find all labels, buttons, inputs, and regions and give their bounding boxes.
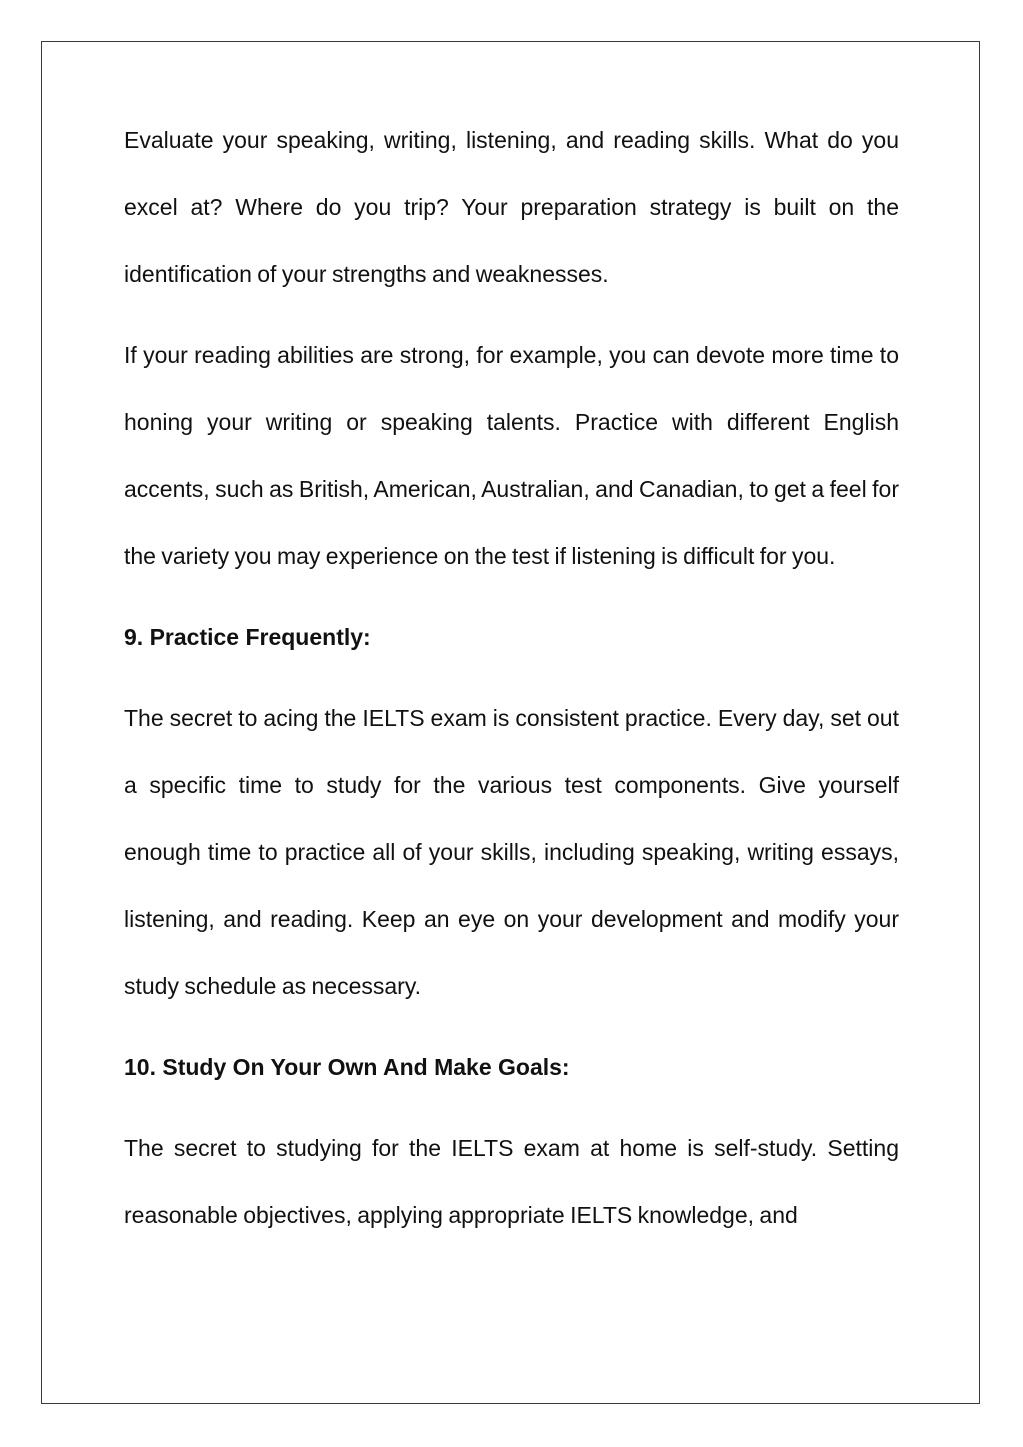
paragraph-self-evaluation: Evaluate your speaking, writing, listening, and reading skills. What do you excel at? Where do you trip? Your preparation strategy is built on the identification of your strengths and weaknesses. bbox=[124, 127, 899, 287]
heading-practice-frequently: 9. Practice Frequently: bbox=[124, 624, 371, 650]
heading-study-on-your-own: 10. Study On Your Own And Make Goals: bbox=[124, 1054, 570, 1080]
paragraph-self-study: The secret to studying for the IELTS exam at home is self-study. Setting reasonable objectives, applying appropriate IELTS knowledge, and bbox=[124, 1135, 899, 1228]
paragraph-reading-abilities: If your reading abilities are strong, for example, you can devote more time to honing your writing or speaking talents. Practice with different English accents, such as British, American, Australian, and Canadian, to get a feel for the variety you may experience on the test if listening is difficult for you. bbox=[124, 342, 899, 569]
paragraph-consistent-practice: The secret to acing the IELTS exam is consistent practice. Every day, set out a specific time to study for the various test components. Give yourself enough time to practice all of your skills, including speaking, writing essays, listening, and reading. Keep an eye on your development and modify your study schedule as necessary. bbox=[124, 705, 899, 999]
document-body bbox=[124, 107, 899, 1263]
